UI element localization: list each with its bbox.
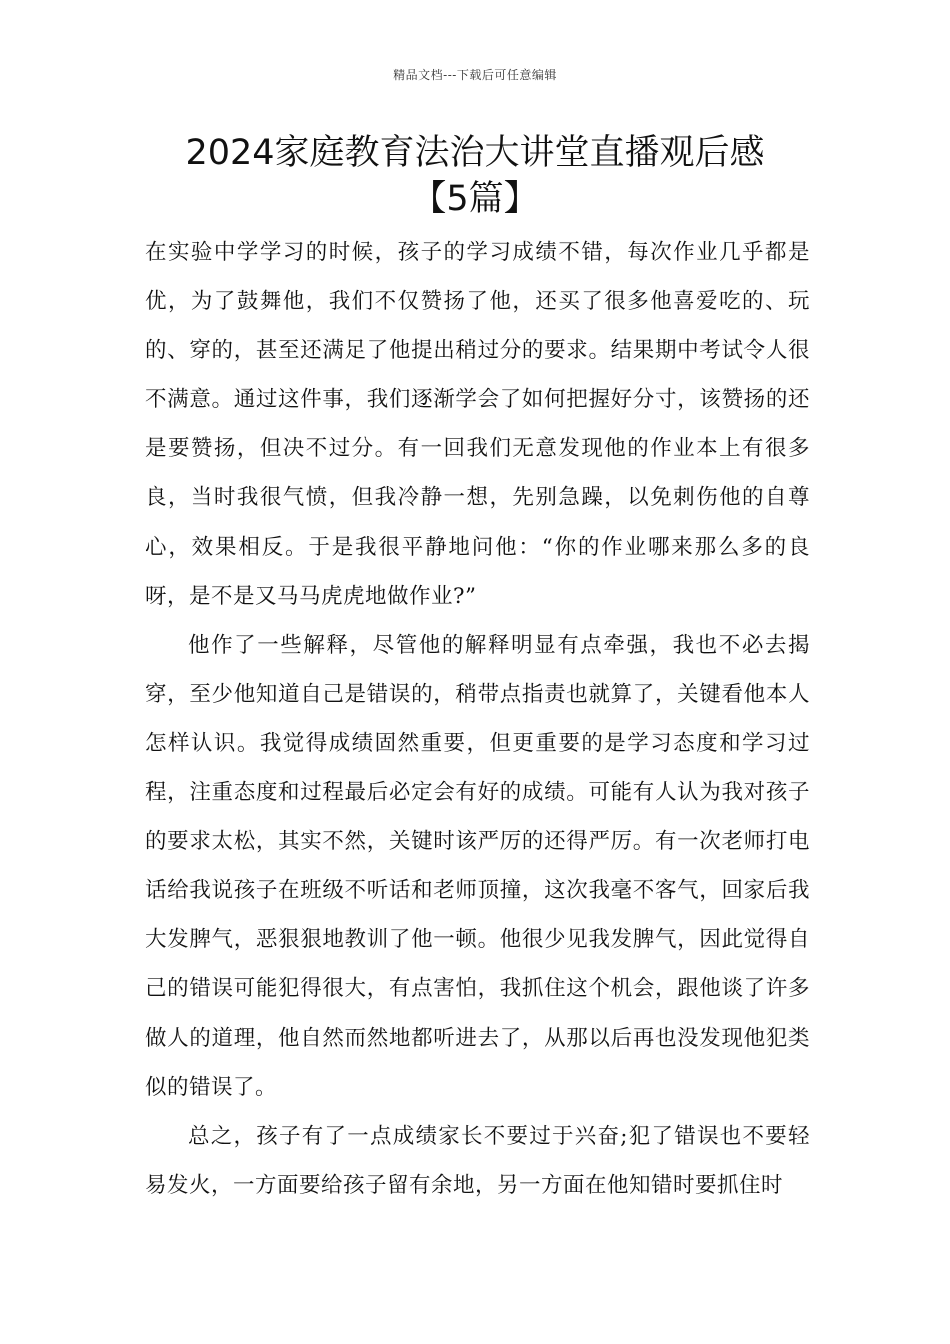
header-note: 精品文档---下载后可任意编辑 bbox=[393, 68, 557, 82]
paragraph: 在实验中学学习的时候，孩子的学习成绩不错，每次作业几乎都是优，为了鼓舞他，我们不仅赞扬了他，还买了很多他喜爱吃的、玩的、穿的，甚至还满足了他提出稍过分的要求。结果期中考试令人很不满意。通过这件事，我们逐渐学会了如何把握好分寸，该赞扬的还是要赞扬，但决不过分。有一回我们无意发现他的作业本上有很多良，当时我很气愤，但我冷静一想，先别急躁，以免刺伤他的自尊心，效果相反。于是我很平静地问他：“你的作业哪来那么多的良呀，是不是又马马虎虎地做作业?” bbox=[145, 240, 810, 609]
document-body bbox=[145, 228, 810, 1210]
title-line-1: 2024家庭教育法治大讲堂直播观后感 bbox=[185, 133, 765, 173]
paragraph: 他作了一些解释，尽管他的解释明显有点牵强，我也不必去揭穿，至少他知道自己是错误的，稍带点指责也就算了，关键看他本人怎样认识。我觉得成绩固然重要，但更重要的是学习态度和学习过程，注重态度和过程最后必定会有好的成绩。可能有人认为我对孩子的要求太松，其实不然，关键时该严厉的还得严厉。有一次老师打电话给我说孩子在班级不听话和老师顶撞，这次我毫不客气，回家后我大发脾气，恶狠狠地教训了他一顿。他很少见我发脾气，因此觉得自己的错误可能犯得很大，有点害怕，我抓住这个机会，跟他谈了许多做人的道理，他自然而然地都听进去了，从那以后再也没发现他犯类似的错误了。 bbox=[145, 632, 810, 1100]
paragraph: 总之，孩子有了一点成绩家长不要过于兴奋;犯了错误也不要轻易发火，一方面要给孩子留有余地，另一方面在他知错时要抓住时 bbox=[145, 1123, 810, 1198]
page-title bbox=[120, 130, 830, 222]
title-line-2: 【5篇】 bbox=[411, 179, 539, 219]
